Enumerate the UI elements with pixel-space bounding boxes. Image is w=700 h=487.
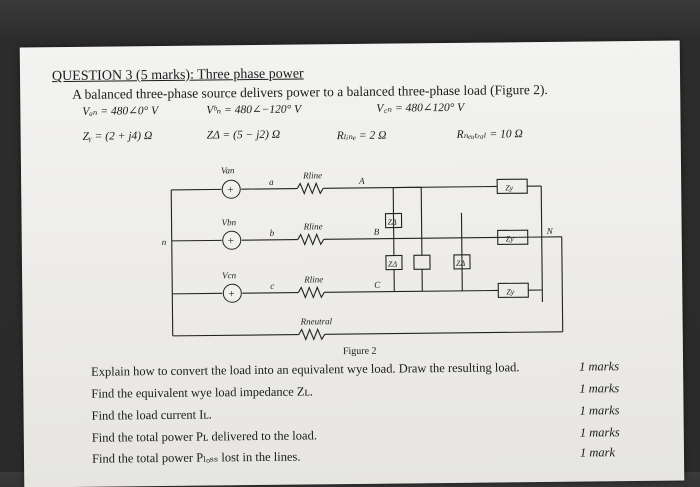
question-3: Find the load current Iʟ. [92,407,212,423]
question-4: Find the total power Pʟ delivered to the load. [92,428,317,445]
label-n: n [162,237,167,247]
label-a: a [269,177,274,187]
plus-c: + [228,288,234,300]
label-rline-a: Rline [302,170,322,180]
label-vcn: Vcn [222,270,237,280]
plus-a: + [227,184,233,196]
label-rneutral: Rneutral [300,316,333,326]
label-van: Van [221,165,235,175]
marks-3: 1 marks [579,403,619,418]
given-zdelta: ZΔ = (5 − j2) Ω [207,129,281,142]
marks-1: 1 marks [579,359,619,374]
marks-5: 1 mark [580,445,615,460]
given-vcn: V꜀ₙ = 480∠120° V [376,100,464,116]
label-zd-3: ZΔ [456,259,466,268]
label-A: A [358,176,365,186]
label-rline-c: Rline [303,274,323,284]
source-b [223,231,241,249]
question-title: QUESTION 3 (5 marks): Three phase power [52,66,304,85]
source-a [222,180,240,198]
label-vbn: Vbn [222,217,237,227]
label-zy-3: Zy [506,287,515,296]
question-paper [20,41,685,487]
label-zd-2: ZΔ [388,260,398,269]
marks-4: 1 marks [580,425,620,440]
label-c: c [270,281,274,291]
marks-2: 1 marks [579,381,619,396]
question-1: Explain how to convert the load into an equivalent wye load. Draw the resulting load. [91,360,519,379]
label-zy-1: Zy [505,183,514,192]
plus-b: + [228,235,234,247]
question-intro: A balanced three-phase source delivers power to a balanced three-phase load (Figure 2). [72,82,548,103]
label-b: b [270,228,275,238]
label-zy-2: Zy [506,234,515,243]
given-rneutral: Rₙₑᵤₜᵣₐₗ = 10 Ω [457,126,523,141]
source-c [223,284,241,302]
figure-caption: Figure 2 [343,346,377,357]
given-rline: Rₗᵢₙₑ = 2 Ω [337,128,387,143]
circuit-diagram [21,141,683,378]
label-zd-1: ZΔ [388,218,398,227]
question-5: Find the total power Pₗₒₛₛ lost in the lines. [92,449,301,467]
label-C: C [374,280,381,290]
label-N: N [546,226,554,236]
given-zy: Zᵧ = (2 + j4) Ω [83,130,153,143]
given-van: Vₐₙ = 480∠0° V [82,103,158,118]
question-2: Find the equivalent wye load impedance Zʟ. [91,384,313,401]
given-vbn: Vᵇₙ = 480∠−120° V [206,102,301,117]
label-rline-b: Rline [303,221,323,231]
label-B: B [374,227,380,237]
